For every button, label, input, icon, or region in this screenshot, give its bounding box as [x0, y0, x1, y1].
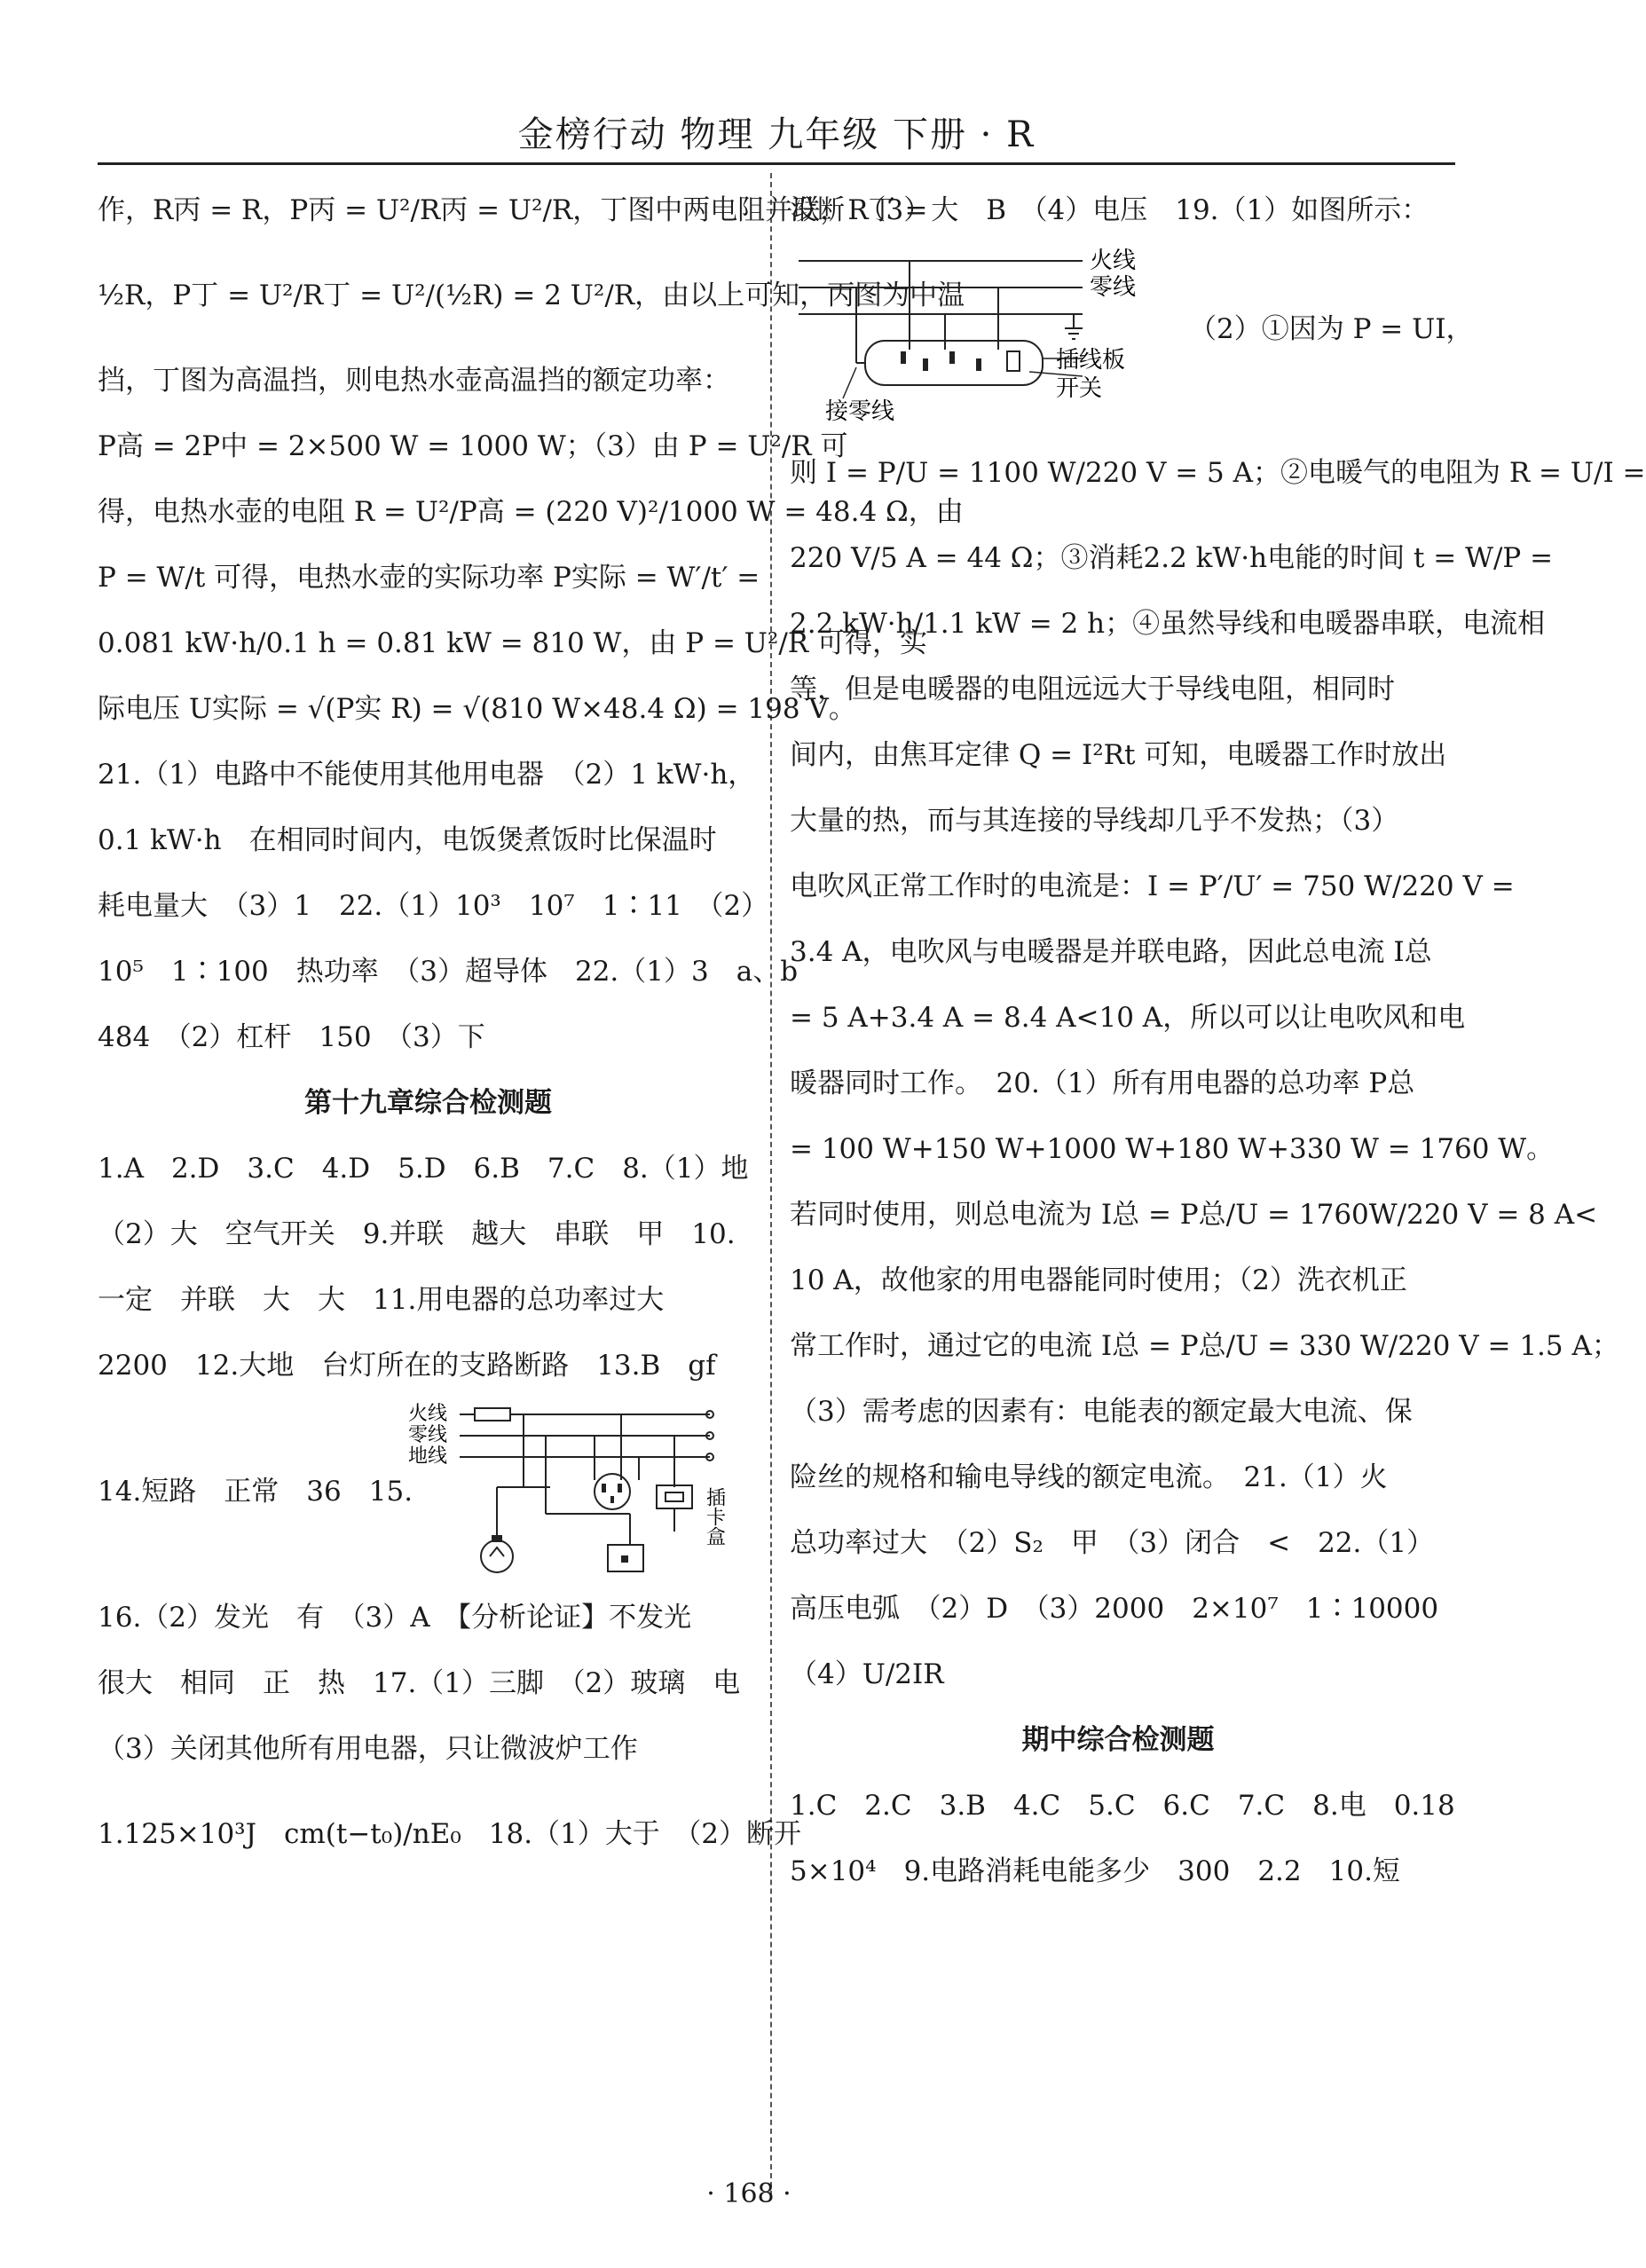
- label-neutral: 零线: [1090, 274, 1137, 301]
- text-line: = 5 A+3.4 A = 8.4 A<10 A，所以可以让电吹风和电: [790, 1002, 1466, 1034]
- label-switch: 开关: [1056, 375, 1103, 402]
- text-line: 2.2 kW·h/1.1 kW = 2 h；④虽然导线和电暖器串联，电流相: [790, 608, 1546, 640]
- text-line: ½R，P丁 = U²/R丁 = U²/(½R) = 2 U²/R，由以上可知，丙图为中温: [98, 280, 965, 311]
- text-line: 14.短路 正常 36 15.: [98, 1476, 413, 1508]
- text-line: 总功率过大 （2）S₂ 甲 （3）闭合 < 22.（1）: [790, 1527, 1435, 1559]
- label-power-strip: 插线板: [1056, 347, 1126, 374]
- text-line: 10 A，故他家的用电器能同时使用；（2）洗衣机正: [790, 1264, 1407, 1296]
- text-line: 1.C 2.C 3.B 4.C 5.C 6.C 7.C 8.电 0.18: [790, 1790, 1455, 1822]
- page-number: · 168 ·: [706, 2178, 791, 2209]
- label-live: 火线: [408, 1403, 448, 1425]
- text-line: 一定 并联 大 大 11.用电器的总功率过大: [98, 1284, 665, 1316]
- text-line: 1.A 2.D 3.C 4.D 5.D 6.B 7.C 8.（1）地: [98, 1153, 749, 1185]
- text-line: 3.4 A，电吹风与电暖器是并联电路，因此总电流 I总: [790, 936, 1432, 968]
- text-line: 220 V/5 A = 44 Ω；③消耗2.2 kW·h电能的时间 t = W/P =: [790, 542, 1554, 574]
- label-card-box: 插卡盒: [703, 1487, 726, 1546]
- text-line: （2）①因为 P = UI，: [1189, 313, 1474, 345]
- text-line: 很大 相同 正 热 17.（1）三脚 （2）玻璃 电: [98, 1667, 741, 1699]
- text-line: 大量的热，而与其连接的导线却几乎不发热；（3）: [790, 805, 1399, 837]
- text-line: = 100 W+150 W+1000 W+180 W+330 W = 1760 W。: [790, 1133, 1555, 1165]
- text-line: 21.（1）电路中不能使用其他用电器 （2）1 kW·h，: [98, 759, 756, 791]
- text-line: 0.081 kW·h/0.1 h = 0.81 kW = 810 W，由 P = U²/R 可得，实: [98, 627, 927, 659]
- label-neutral-connection: 接零线: [825, 398, 895, 425]
- text-line: （3）需考虑的因素有：电能表的额定最大电流、保: [790, 1396, 1413, 1428]
- text-line: 电吹风正常工作时的电流是：I = P′/U′ = 750 W/220 V =: [790, 870, 1515, 902]
- text-line: 得，电热水壶的电阻 R = U²/P高 = (220 V)²/1000 W = 48.4 Ω，由: [98, 496, 964, 528]
- text-line: 际电压 U实际 = √(P实 R) = √(810 W×48.4 Ω) = 198 V。: [98, 693, 856, 725]
- text-line: 则 I = P/U = 1100 W/220 V = 5 A；②电暖气的电阻为 R = U/I =: [790, 457, 1646, 489]
- text-line: 484 （2）杠杆 150 （3）下: [98, 1021, 485, 1053]
- text-line: 2200 12.大地 台灯所在的支路断路 13.B gf: [98, 1350, 716, 1382]
- section-title-ch19: 第十九章综合检测题: [304, 1087, 552, 1119]
- wiring-figure-15: [98, 1398, 759, 1585]
- label-ground: 地线: [408, 1445, 448, 1468]
- text-line: 0.1 kW·h 在相同时间内，电饭煲煮饭时比保温时: [98, 824, 717, 856]
- text-line: 高压电弧 （2）D （3）2000 2×10⁷ 1∶10000: [790, 1593, 1439, 1625]
- header-rule: [98, 162, 1455, 165]
- text-line: 没断 （3）大 B （4）电压 19.（1）如图所示：: [790, 194, 1429, 226]
- text-line: 5×10⁴ 9.电路消耗电能多少 300 2.2 10.短: [790, 1855, 1400, 1887]
- text-line: 10⁵ 1∶100 热功率 （3）超导体 22.（1）3 a、b: [98, 956, 799, 988]
- wiring-figure-19: [790, 243, 1474, 425]
- text-line: 作，R丙 = R，P丙 = U²/R丙 = U²/R，丁图中两电阻并联，R丁 =: [98, 194, 928, 226]
- wiring-diagram-icon: [408, 1398, 781, 1585]
- text-line: 险丝的规格和输电导线的额定电流。 21.（1）火: [790, 1461, 1388, 1493]
- column-divider: [770, 173, 772, 2196]
- right-column: [790, 177, 1646, 1904]
- text-line: 若同时使用，则总电流为 I总 = P总/U = 1760W/220 V = 8 A<: [790, 1199, 1598, 1231]
- page-header: 金榜行动 物理 九年级 下册 · R: [517, 114, 1036, 155]
- text-line: 16.（2）发光 有 （3）A 【分析论证】不发光: [98, 1602, 692, 1634]
- text-line: 耗电量大 （3）1 22.（1）10³ 10⁷ 1∶11 （2）: [98, 890, 769, 922]
- text-line: （4）U/2IR: [790, 1658, 944, 1690]
- text-line: 间内，由焦耳定律 Q = I²Rt 可知，电暖器工作时放出: [790, 739, 1447, 771]
- label-neutral: 零线: [408, 1424, 448, 1446]
- text-line: （2）大 空气开关 9.并联 越大 串联 甲 10.: [98, 1218, 736, 1250]
- text-line: P = W/t 可得，电热水壶的实际功率 P实际 = W′/t′ =: [98, 562, 760, 594]
- text-line: 暖器同时工作。 20.（1）所有用电器的总功率 P总: [790, 1067, 1415, 1099]
- text-line: （3）关闭其他所有用电器，只让微波炉工作: [98, 1733, 638, 1765]
- label-live: 火线: [1090, 248, 1137, 274]
- section-title-midterm: 期中综合检测题: [1021, 1724, 1215, 1756]
- power-strip-diagram-icon: [790, 243, 1162, 425]
- text-line: P高 = 2P中 = 2×500 W = 1000 W；（3）由 P = U²/R 可: [98, 430, 848, 462]
- text-line: 等，但是电暖器的电阻远远大于导线电阻，相同时: [790, 673, 1395, 705]
- text-line: 挡，丁图为高温挡，则电热水壶高温挡的额定功率：: [98, 365, 730, 397]
- text-line: 1.125×10³J cm(t−t₀)/nE₀ 18.（1）大于 （2）断开: [98, 1818, 801, 1850]
- text-line: 常工作时，通过它的电流 I总 = P总/U = 330 W/220 V = 1.5 A；: [790, 1330, 1619, 1362]
